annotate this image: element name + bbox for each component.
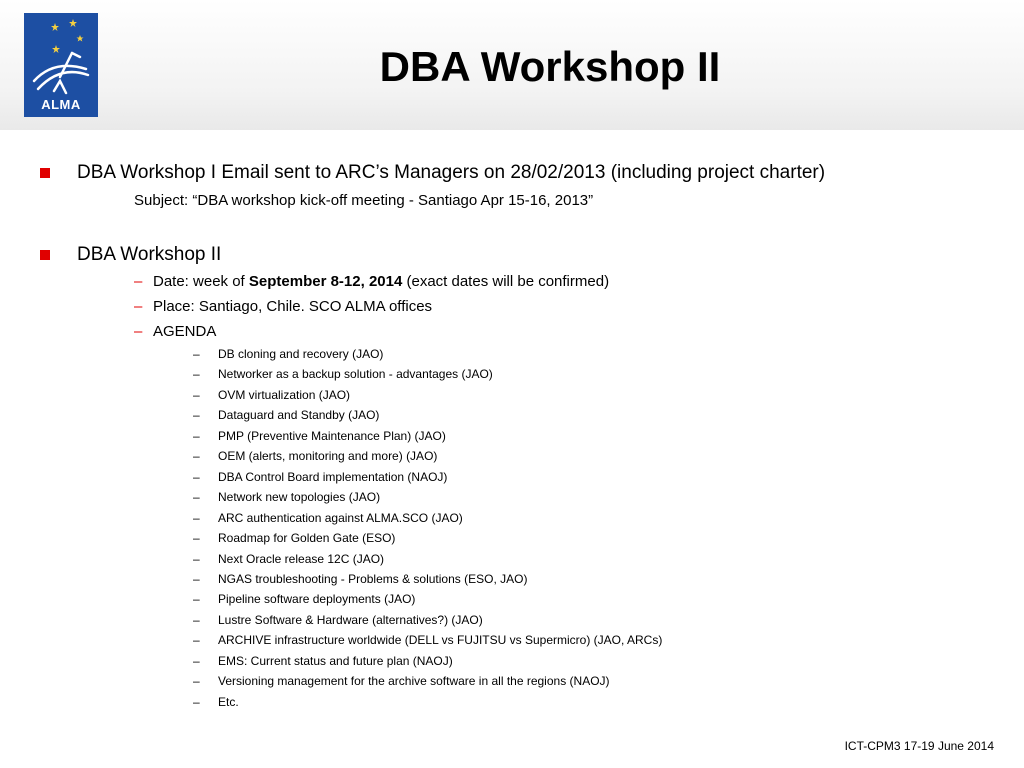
agenda-item-text: Etc.	[218, 694, 239, 709]
agenda-item-text: Dataguard and Standby (JAO)	[218, 408, 380, 423]
agenda-item-text: Networker as a backup solution - advantages (JAO)	[218, 367, 493, 382]
agenda-item-text: NGAS troubleshooting - Problems & solutions (ESO, JAO)	[218, 571, 528, 586]
square-bullet-icon	[40, 168, 50, 178]
dash-bullet-icon: –	[193, 469, 200, 484]
slide-title: DBA Workshop II	[379, 43, 721, 90]
dash-bullet-icon: –	[193, 408, 200, 423]
dash-bullet-icon: –	[134, 273, 143, 290]
agenda-item	[193, 469, 447, 485]
dash-bullet-icon: –	[193, 633, 200, 648]
dash-bullet-icon: –	[193, 592, 200, 607]
dash-bullet-icon: –	[193, 551, 200, 566]
agenda-item	[193, 551, 384, 567]
dash-bullet-icon: –	[134, 323, 143, 340]
agenda-item-text: OEM (alerts, monitoring and more) (JAO)	[218, 449, 438, 464]
dash-bullet-icon: –	[193, 653, 200, 668]
subitem-text: AGENDA	[153, 323, 217, 340]
dash-bullet-icon: –	[193, 490, 200, 505]
square-bullet-icon	[40, 250, 50, 260]
agenda-item	[193, 428, 446, 444]
agenda-item-text: Next Oracle release 12C (JAO)	[218, 551, 385, 566]
subitem-text: Place: Santiago, Chile. SCO ALMA offices	[153, 298, 433, 315]
dash-bullet-icon: –	[134, 298, 143, 315]
email-subject: Subject: “DBA workshop kick-off meeting - Santiago Apr 15-16, 2013”	[134, 192, 594, 209]
slide-footer: ICT-CPM3 17-19 June 2014	[844, 739, 994, 753]
dash-bullet-icon: –	[193, 612, 200, 627]
bullet-text: DBA Workshop II	[77, 244, 222, 265]
agenda-item-text: Network new topologies (JAO)	[218, 490, 381, 505]
agenda-item	[193, 346, 383, 362]
agenda-item	[193, 632, 662, 648]
agenda-item	[193, 612, 483, 628]
slide-header	[0, 0, 1024, 130]
subitem-place	[134, 297, 432, 317]
subitem-agenda	[134, 322, 216, 342]
subitem-bold: September 8-12, 2014	[248, 273, 403, 290]
agenda-item	[193, 448, 437, 464]
agenda-item	[193, 591, 415, 607]
alma-logo	[24, 13, 98, 117]
dash-bullet-icon: –	[193, 387, 200, 402]
agenda-item	[193, 530, 395, 546]
dash-bullet-icon: –	[193, 510, 200, 525]
agenda-item	[193, 571, 527, 587]
agenda-item-text: Versioning management for the archive software in all the regions (NAOJ)	[218, 674, 610, 689]
agenda-item	[193, 387, 350, 403]
agenda-item	[193, 489, 380, 505]
bullet-text: DBA Workshop I Email sent to ARC’s Managers on 28/02/2013 (including project charter)	[77, 162, 826, 183]
agenda-item-text: ARCHIVE infrastructure worldwide (DELL vs FUJITSU vs Supermicro) (JAO, ARCs)	[218, 633, 663, 648]
agenda-item-text: Lustre Software & Hardware (alternatives?) (JAO)	[218, 612, 483, 627]
agenda-item-text: OVM virtualization (JAO)	[218, 387, 351, 402]
logo-text: ALMA	[41, 97, 81, 112]
agenda-item-text: DBA Control Board implementation (NAOJ)	[218, 469, 448, 484]
subitem-text: Date: week of	[153, 273, 249, 290]
agenda-item	[193, 510, 463, 526]
subitem-date	[134, 272, 609, 292]
agenda-item-text: EMS: Current status and future plan (NAOJ)	[218, 653, 453, 668]
dash-bullet-icon: –	[193, 694, 200, 709]
dash-bullet-icon: –	[193, 571, 200, 586]
dash-bullet-icon: –	[193, 449, 200, 464]
agenda-item-text: PMP (Preventive Maintenance Plan) (JAO)	[218, 428, 446, 443]
agenda-item	[193, 653, 453, 669]
agenda-item-text: Roadmap for Golden Gate (ESO)	[218, 531, 396, 546]
agenda-item-text: Pipeline software deployments (JAO)	[218, 592, 416, 607]
agenda-item-text: DB cloning and recovery (JAO)	[218, 347, 384, 361]
dash-bullet-icon: –	[193, 674, 200, 689]
agenda-item	[193, 673, 610, 689]
dash-bullet-icon: –	[193, 531, 200, 546]
agenda-item-text: ARC authentication against ALMA.SCO (JAO)	[218, 510, 463, 525]
dash-bullet-icon: –	[193, 367, 200, 382]
agenda-item	[193, 366, 493, 382]
agenda-item	[193, 407, 379, 423]
agenda-item	[193, 694, 239, 710]
dash-bullet-icon: –	[193, 347, 200, 361]
subitem-suffix: (exact dates will be confirmed)	[402, 273, 610, 290]
dash-bullet-icon: –	[193, 428, 200, 443]
